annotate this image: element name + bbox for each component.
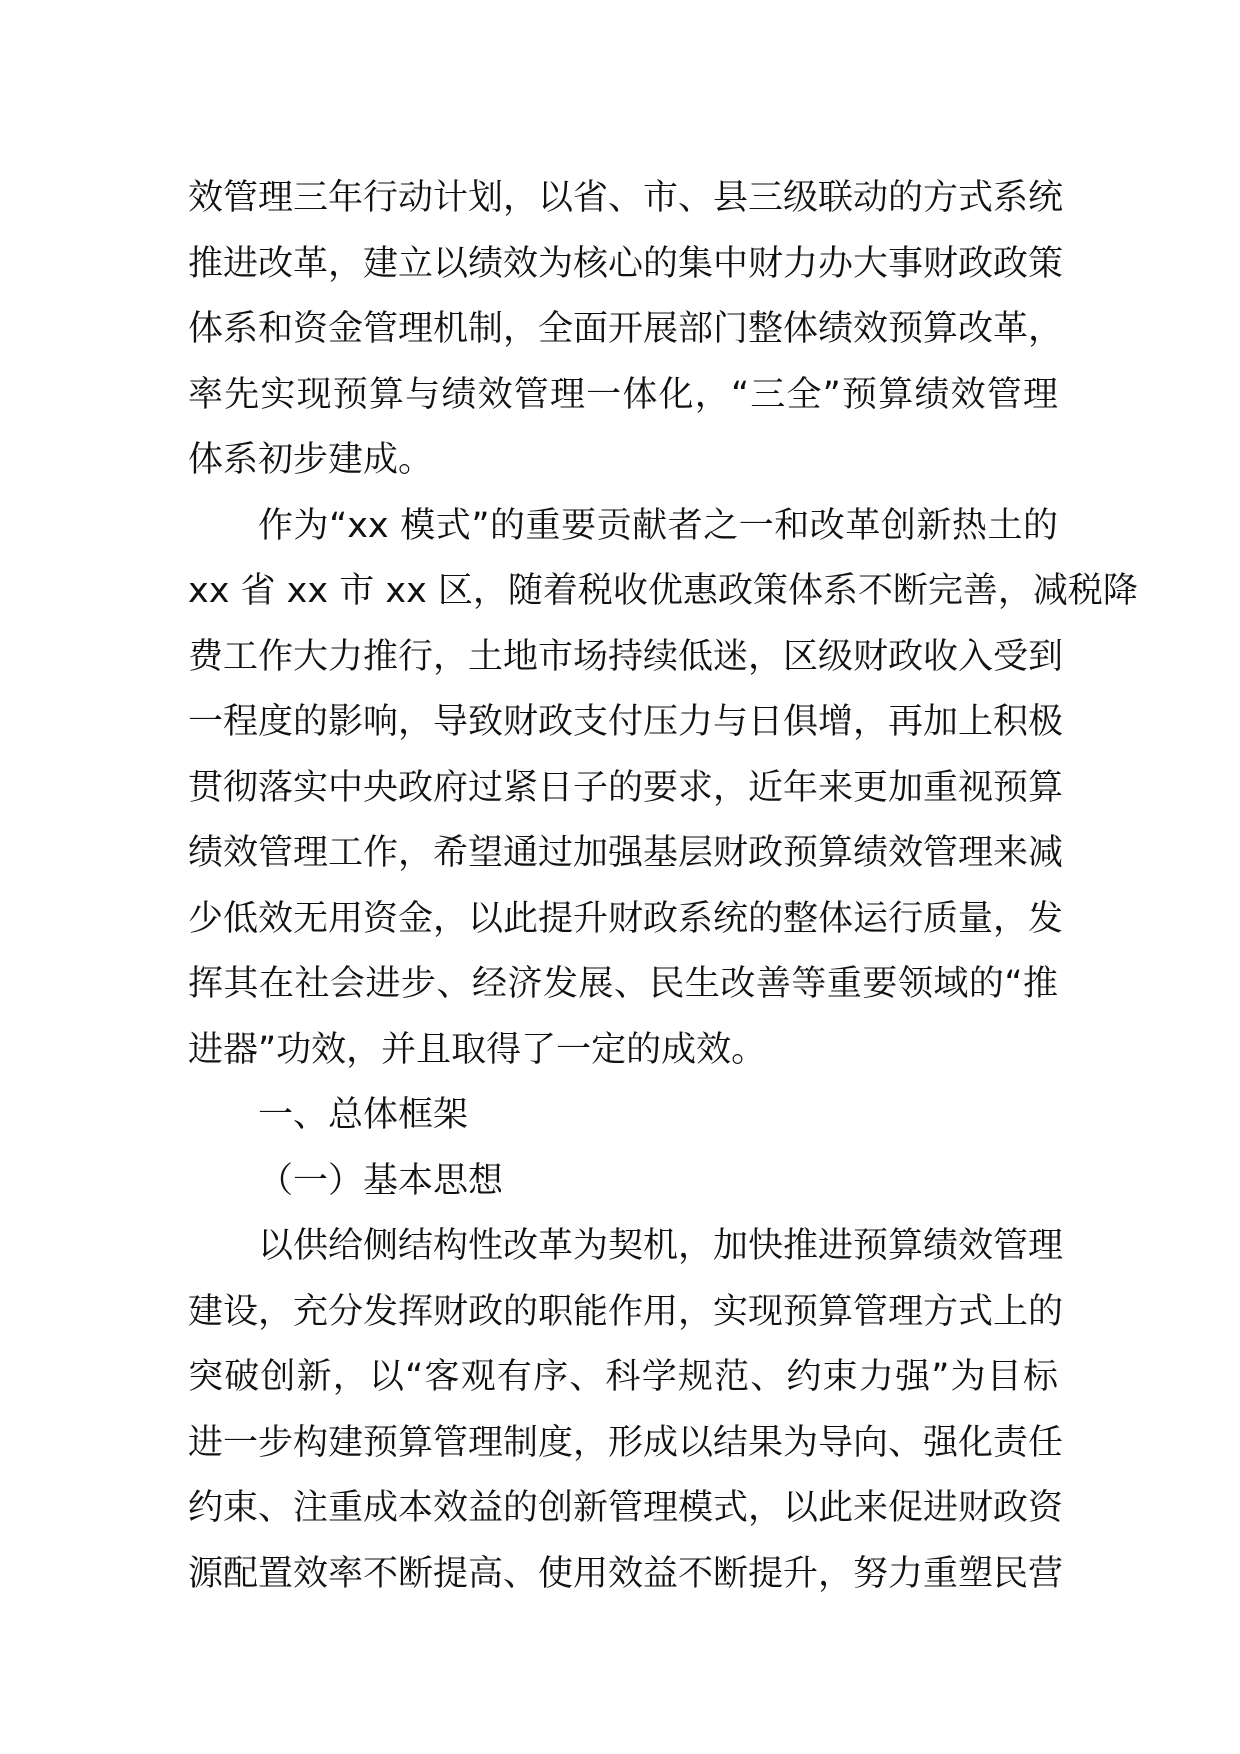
text-line: 率先实现预算与绩效管理一体化，“三全”预算绩效管理 — [188, 374, 1058, 415]
text-line: 进一步构建预算管理制度，形成以结果为导向、强化责任 — [188, 1422, 1064, 1463]
text-line: 体系和资金管理机制，全面开展部门整体绩效预算改革， — [188, 309, 1064, 349]
text-line: 建设，充分发挥财政的职能作用，实现预算管理方式上的 — [188, 1291, 1064, 1332]
text-line: 挥其在社会进步、经济发展、民生改善等重要领域的“推 — [188, 964, 1058, 1004]
text-line: 推进改革，建立以绩效为核心的集中财力办大事财政政策 — [188, 243, 1064, 284]
text-line: 费工作大力推行，土地市场持续低迷，区级财政收入受到 — [188, 636, 1064, 677]
text-line: 绩效管理工作，希望通过加强基层财政预算绩效管理来减 — [188, 833, 1064, 873]
text-line: 体系初步建成。 — [188, 440, 434, 480]
text-line: 突破创新，以“客观有序、科学规范、约束力强”为目标 — [188, 1357, 1058, 1397]
text-line: 效管理三年行动计划，以省、市、县三级联动的方式系统 — [188, 178, 1064, 218]
body-text — [188, 166, 1138, 1607]
text-line: 约束、注重成本效益的创新管理模式，以此来促进财政资 — [188, 1488, 1064, 1528]
text-line: 以供给侧结构性改革为契机，加快推进预算绩效管理 — [258, 1226, 1064, 1266]
text-line: （一）基本思想 — [258, 1160, 504, 1201]
text-line: 源配置效率不断提高、使用效益不断提升，努力重塑民营 — [188, 1553, 1064, 1594]
text-line: 一、总体框架 — [258, 1095, 469, 1135]
text-line: xx 省 xx 市 xx 区，随着税收优惠政策体系不断完善，减税降 — [188, 571, 1138, 611]
text-line: 少低效无用资金，以此提升财政系统的整体运行质量，发 — [188, 898, 1064, 939]
text-line: 贯彻落实中央政府过紧日子的要求，近年来更加重视预算 — [188, 767, 1064, 808]
text-line: 进器”功效，并且取得了一定的成效。 — [188, 1029, 767, 1070]
text-line: 作为“xx 模式”的重要贡献者之一和改革创新热土的 — [258, 505, 1058, 546]
text-line: 一程度的影响，导致财政支付压力与日俱增，再加上积极 — [188, 702, 1064, 742]
